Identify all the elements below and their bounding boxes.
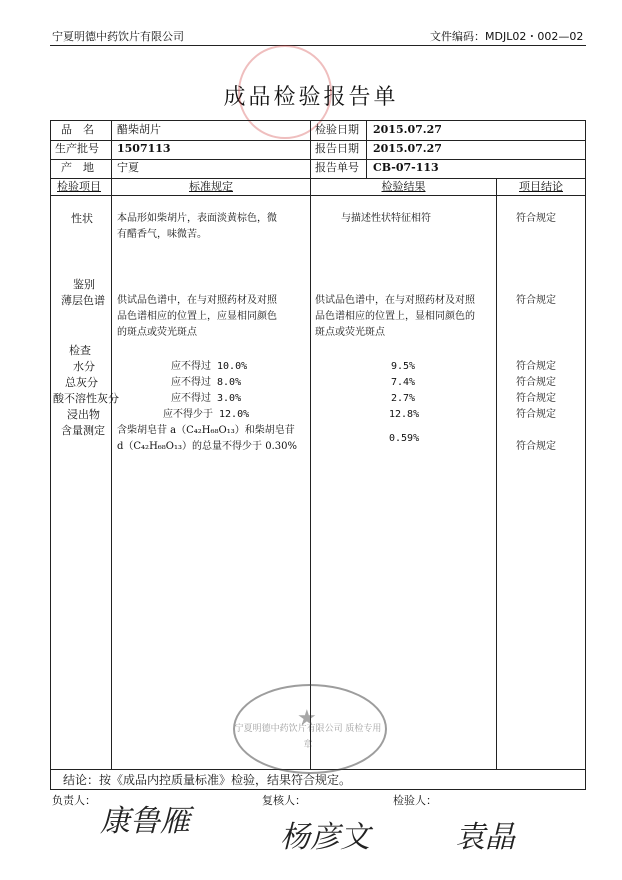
col-header-conclusion: 项目结论 [519, 180, 563, 193]
test-date-label: 检验日期 [315, 123, 359, 136]
inspector-signature: 袁晶 [455, 820, 515, 855]
col-line [310, 178, 311, 769]
star-icon: ★ [297, 706, 317, 731]
col-header-item: 检验项目 [57, 180, 101, 193]
standard-ash: 应不得过 8.0% [171, 377, 242, 388]
report-no-value: CB-07-113 [373, 161, 439, 174]
product-label: 品 名 [61, 123, 94, 136]
result-ash: 7.4% [391, 377, 416, 388]
report-no-label: 报告单号 [315, 161, 359, 174]
file-number [430, 28, 583, 44]
reviewer-label: 复核人： [262, 794, 306, 807]
conclusion-ash: 符合规定 [516, 377, 556, 388]
item-assay: 含量测定 [61, 424, 105, 437]
report-date-label: 报告日期 [315, 142, 359, 155]
col-line [111, 121, 112, 178]
item-ash: 总灰分 [65, 376, 98, 389]
conclusion-extract: 符合规定 [516, 409, 556, 420]
item-moisture: 水分 [73, 360, 95, 373]
standard-assay-1: 含柴胡皂苷 a（C₄₂H₆₈O₁₃）和柴胡皂苷 [117, 425, 295, 436]
col-header-standard: 标准规定 [189, 180, 233, 193]
conclusion-identify: 符合规定 [516, 295, 556, 306]
responsible-label: 负责人： [52, 794, 96, 807]
conclusion-character: 符合规定 [516, 213, 556, 224]
item-identify-tlc: 薄层色谱 [61, 294, 105, 307]
batch-value: 1507113 [117, 142, 171, 155]
col-line [366, 121, 367, 178]
standard-character-1: 本品形如柴胡片，表面淡黄棕色，微 [117, 213, 277, 224]
conclusion-moisture: 符合规定 [516, 361, 556, 372]
item-extract: 浸出物 [67, 408, 100, 421]
conclusion-acid-ash: 符合规定 [516, 393, 556, 404]
result-acid-ash: 2.7% [391, 393, 416, 404]
col-header-result: 检验结果 [381, 180, 426, 193]
col-line [310, 121, 311, 178]
result-assay: 0.59% [389, 433, 420, 444]
test-date-value: 2015.07.27 [373, 123, 442, 136]
result-moisture: 9.5% [391, 361, 416, 372]
origin-label: 产 地 [61, 161, 94, 174]
conclusion-assay: 符合规定 [516, 441, 556, 452]
standard-acid-ash: 应不得过 3.0% [171, 393, 242, 404]
header-rule [50, 45, 586, 46]
company-name: 宁夏明德中药饮片有限公司 [52, 30, 184, 43]
standard-identify-3: 的斑点或荧光斑点 [117, 327, 197, 338]
item-character: 性状 [71, 212, 93, 225]
col-line [111, 178, 112, 769]
item-check: 检查 [69, 344, 91, 357]
responsible-signature: 康鲁雁 [100, 804, 190, 839]
standard-assay-2: d（C₄₂H₆₈O₁₃）的总量不得少于 0.30% [117, 441, 297, 452]
product-value: 醋柴胡片 [117, 123, 161, 136]
result-identify-3: 斑点或荧光斑点 [315, 327, 385, 338]
origin-value: 宁夏 [117, 161, 139, 174]
item-identify: 鉴别 [73, 278, 95, 291]
result-identify-2: 品色谱相应的位置上，显相同颜色的 [315, 311, 475, 322]
final-conclusion: 结论：按《成品内控质量标准》检验，结果符合规定。 [63, 773, 352, 787]
standard-identify-2: 品色谱相应的位置上，应显相同颜色 [117, 311, 277, 322]
result-character: 与描述性状特征相符 [341, 213, 431, 224]
report-date-value: 2015.07.27 [373, 142, 442, 155]
standard-moisture: 应不得过 10.0% [171, 361, 248, 372]
report-table [50, 120, 586, 790]
file-number-value: MDJL02・002—02 [485, 30, 584, 43]
standard-identify-1: 供试品色谱中，在与对照药材及对照 [117, 295, 277, 306]
standard-character-2: 有醋香气，味微苦。 [117, 229, 207, 240]
item-acid-ash: 酸不溶性灰分 [53, 392, 119, 405]
row-line [51, 195, 585, 196]
page-title: 成品检验报告单 [223, 85, 399, 110]
file-number-label: 文件编码： [430, 30, 485, 43]
reviewer-signature: 杨彦文 [280, 820, 370, 855]
result-identify-1: 供试品色谱中，在与对照药材及对照 [315, 295, 475, 306]
stamp-text: 宁夏明德中药饮片有限公司 质检专用章 [234, 724, 382, 750]
standard-extract: 应不得少于 12.0% [163, 409, 250, 420]
batch-label: 生产批号 [55, 142, 99, 155]
inspector-label: 检验人： [393, 794, 437, 807]
result-extract: 12.8% [389, 409, 420, 420]
col-line [496, 178, 497, 769]
